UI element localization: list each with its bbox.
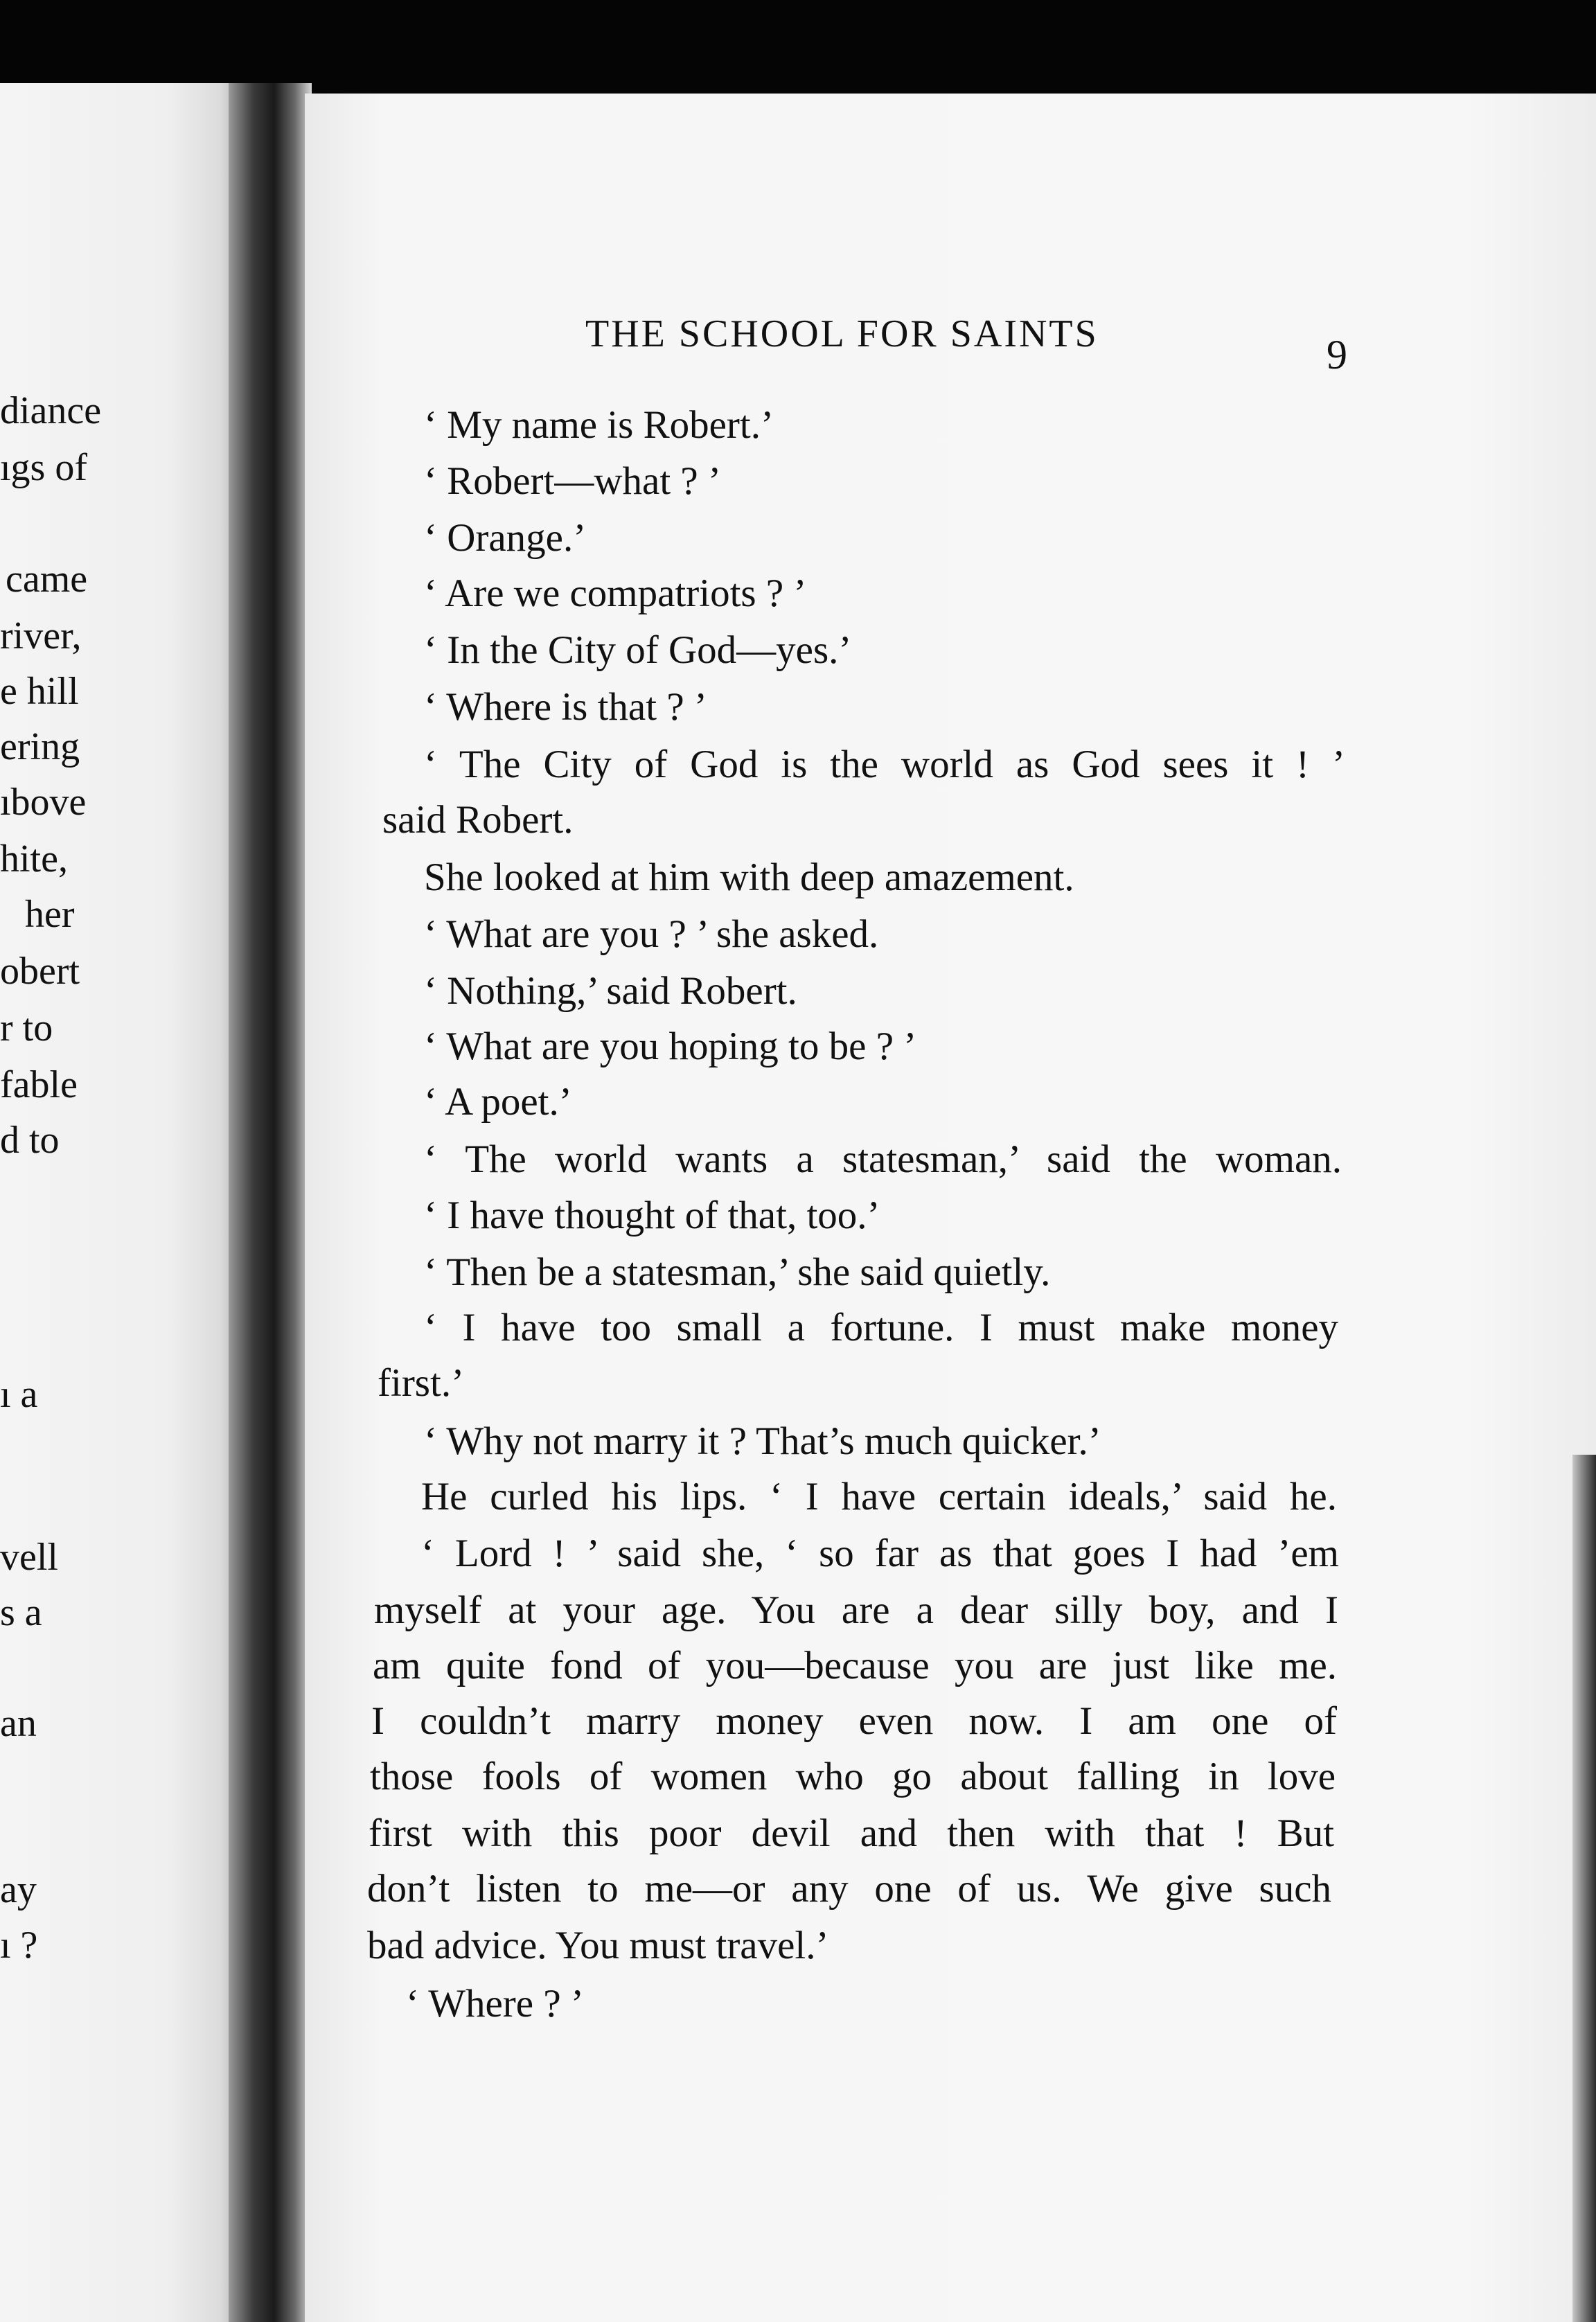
text-line: ‘ Lord ! ’ said she, ‘ so far as that goes I had ’em — [421, 1532, 1339, 1575]
text-line: ‘ Nothing,’ said Robert. — [424, 969, 797, 1013]
text-line: don’t listen to me—or any one of us. We give such — [367, 1867, 1331, 1911]
text-line: ‘ What are you hoping to be ? ’ — [424, 1025, 917, 1068]
text-line: first.’ — [378, 1361, 465, 1405]
left-fragment: vell — [0, 1536, 58, 1579]
left-fragment: an — [0, 1702, 37, 1745]
text-line: said Robert. — [382, 798, 574, 842]
top-background-band — [0, 0, 1596, 97]
left-fragment: ıbove — [0, 781, 87, 824]
left-fragment: d to — [0, 1119, 60, 1162]
text-line: She looked at him with deep amazement. — [424, 856, 1074, 899]
text-line: ‘ I have thought of that, too.’ — [424, 1194, 880, 1237]
text-line: ‘ Where ? ’ — [406, 1982, 584, 2026]
text-line: He curled his lips. ‘ I have certain ideals,’ said he. — [421, 1475, 1337, 1518]
page-number: 9 — [1327, 332, 1347, 378]
left-fragment: r to — [0, 1007, 53, 1049]
left-fragment: ı a — [0, 1373, 38, 1416]
book-gutter — [229, 83, 312, 2322]
text-line: ‘ Orange.’ — [424, 516, 587, 560]
text-line: ‘ Robert—what ? ’ — [424, 459, 721, 503]
text-line: ‘ Why not marry it ? That’s much quicker.’ — [424, 1419, 1101, 1463]
text-line: myself at your age. You are a dear silly boy, and I — [374, 1588, 1338, 1632]
text-line: ‘ My name is Robert.’ — [424, 403, 774, 447]
text-line: ‘ The world wants a statesman,’ said the woman. — [424, 1137, 1342, 1181]
text-line: ‘ Then be a statesman,’ she said quietly. — [424, 1250, 1051, 1294]
text-line: first with this poor devil and then with that ! But — [369, 1811, 1334, 1855]
left-facing-page — [0, 83, 239, 2322]
left-fragment: ering — [0, 725, 80, 768]
left-fragment: ı ? — [0, 1924, 38, 1967]
text-line: those fools of women who go about falling in love — [370, 1755, 1336, 1798]
left-fragment: her — [25, 893, 75, 936]
left-fragment: river, — [0, 614, 82, 657]
left-fragment: e hill — [0, 670, 79, 713]
left-fragment: s a — [0, 1591, 42, 1634]
text-line: ‘ A poet.’ — [424, 1080, 572, 1124]
text-line: ‘ Are we compatriots ? ’ — [424, 571, 807, 615]
text-line: bad advice. You must travel.’ — [367, 1924, 829, 1967]
text-line: ‘ Where is that ? ’ — [424, 685, 707, 729]
left-fragment: hite, — [0, 837, 68, 880]
left-fragment: ıgs of — [0, 446, 87, 489]
text-line: I couldn’t marry money even now. I am one of — [371, 1699, 1337, 1743]
left-fragment: came — [6, 558, 88, 601]
text-line: ‘ I have too small a fortune. I must make money — [424, 1306, 1338, 1349]
text-line: ‘ The City of God is the world as God sees it ! ’ — [424, 743, 1345, 786]
left-fragment: obert — [0, 950, 80, 993]
running-head: THE SCHOOL FOR SAINTS — [585, 312, 1099, 355]
text-line: ‘ What are you ? ’ she asked. — [424, 912, 879, 956]
left-fragment: diance — [0, 389, 102, 432]
text-line: am quite fond of you—because you are just like me. — [373, 1644, 1337, 1687]
text-line: ‘ In the City of God—yes.’ — [424, 628, 852, 672]
left-fragment: fable — [0, 1063, 78, 1106]
right-page-edge-shadow — [1572, 1455, 1596, 2322]
left-fragment: ay — [0, 1868, 37, 1911]
